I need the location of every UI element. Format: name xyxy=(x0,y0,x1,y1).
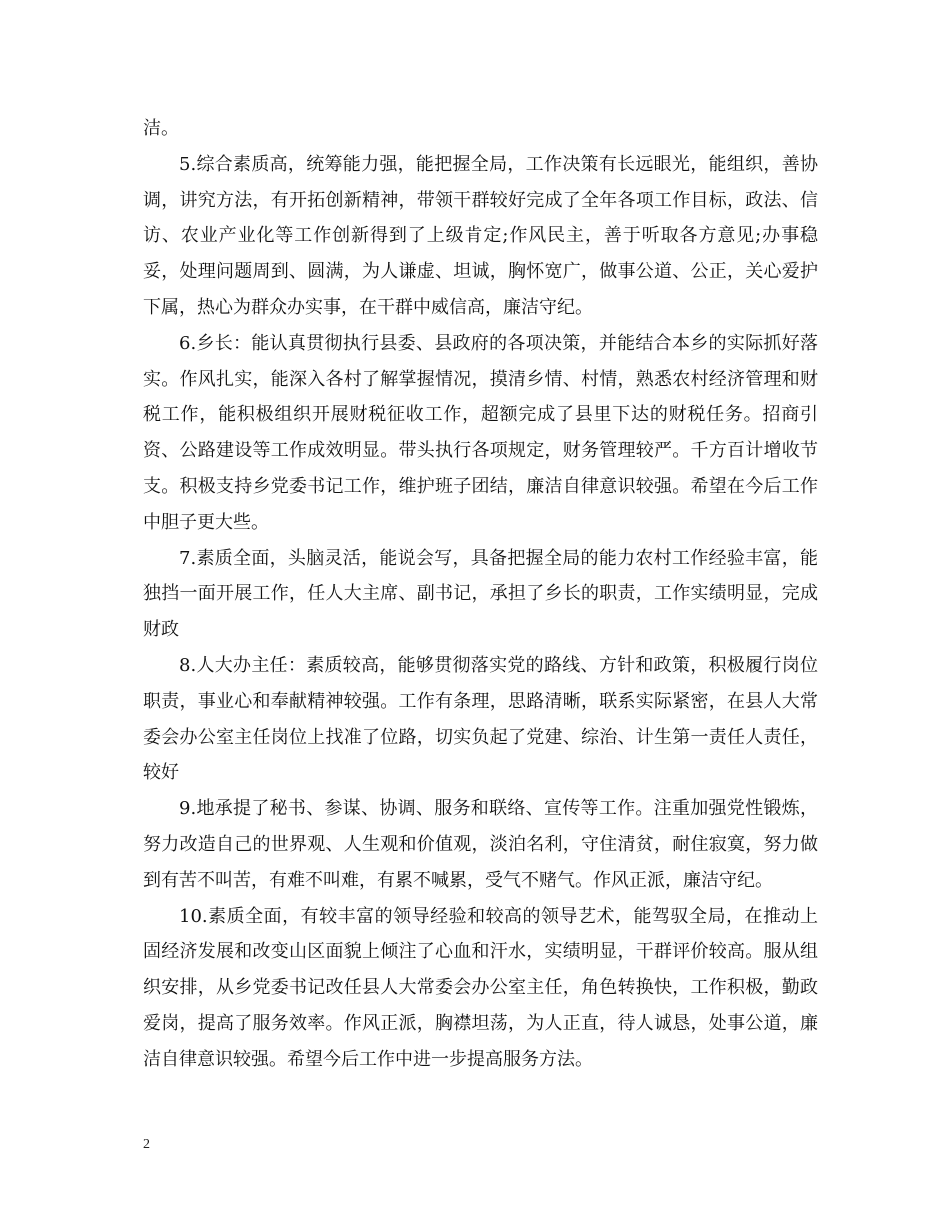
paragraph-continuation: 洁。 xyxy=(143,118,179,139)
paragraph-item-10: 10.素质全面，有较丰富的领导经验和较高的领导艺术，能驾驭全局，在推动上固经济发展和改变山区面貌上倾注了心血和汗水，实绩明显，干群评价较高。服从组织安排，从乡党委书记改任县人大常委会办公室主任，角色转换快，工作积极，勤政爱岗，提高了服务效率。作风正派，胸襟坦荡，为人正直，待人诚恳，处事公道，廉洁自律意识较强。希望今后工作中进一步提高服务方法。 xyxy=(143,905,818,1070)
page-number: 2 xyxy=(143,1137,150,1152)
paragraph-item-9: 9.地承提了秘书、参谋、协调、服务和联络、宣传等工作。注重加强党性锻炼，努力改造自己的世界观、人生观和价值观，淡泊名利，守住清贫，耐住寂寞，努力做到有苦不叫苦，有难不叫难，有累不喊累，受气不赌气。作风正派，廉洁守纪。 xyxy=(143,798,818,891)
paragraph-item-6: 6.乡长：能认真贯彻执行县委、县政府的各项决策，并能结合本乡的实际抓好落实。作风扎实，能深入各村了解掌握情况，摸清乡情、村情，熟悉农村经济管理和财税工作，能积极组织开展财税征收工作，超额完成了县里下达的财税任务。招商引资、公路建设等工作成效明显。带头执行各项规定，财务管理较严。千方百计增收节支。积极支持乡党委书记工作，维护班子团结，廉洁自律意识较强。希望在今后工作中胆子更大些。 xyxy=(143,332,818,533)
paragraph-item-7: 7.素质全面，头脑灵活，能说会写，具备把握全局的能力农村工作经验丰富，能独挡一面开展工作，任人大主席、副书记，承担了乡长的职责，工作实绩明显，完成财政 xyxy=(143,547,818,641)
paragraph-item-5: 5.综合素质高，统筹能力强，能把握全局，工作决策有长远眼光，能组织，善协调，讲究方法，有开拓创新精神，带领干群较好完成了全年各项工作目标，政法、信访、农业产业化等工作创新得到了上级肯定;作风民主，善于听取各方意见;办事稳妥，处理问题周到、圆满，为人谦虚、坦诚，胸怀宽广，做事公道、公正，关心爱护下属，热心为群众办实事，在干群中威信高，廉洁守纪。 xyxy=(143,153,818,318)
paragraph-item-8: 8.人大办主任：素质较高，能够贯彻落实党的路线、方针和政策，积极履行岗位职责，事业心和奉献精神较强。工作有条理，思路清晰，联系实际紧密，在县人大常委会办公室主任岗位上找准了位路，切实负起了党建、综治、计生第一责任人责任，较好 xyxy=(143,654,818,784)
document-body xyxy=(143,111,818,1078)
